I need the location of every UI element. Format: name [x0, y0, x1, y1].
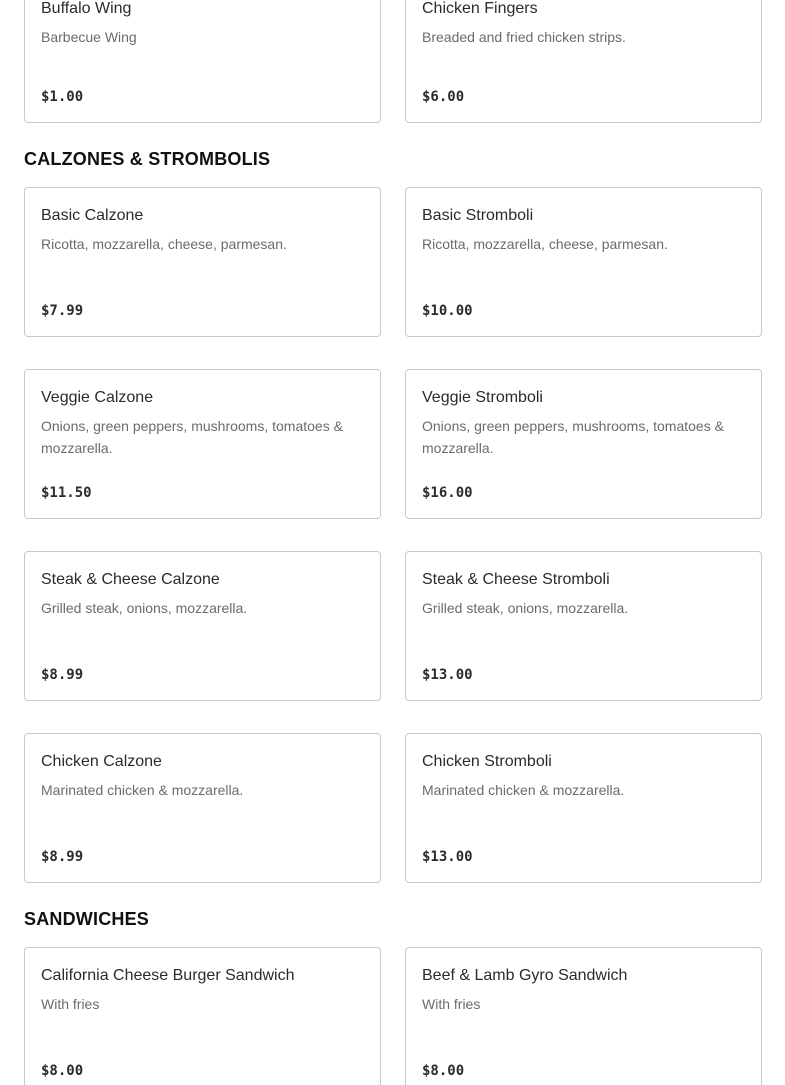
menu-item-name: Veggie Stromboli: [422, 389, 543, 406]
menu-item-name: Steak & Cheese Calzone: [41, 571, 220, 588]
menu-item-description: Barbecue Wing: [41, 29, 137, 45]
section-title-calzones-strombolis: CALZONES & STROMBOLIS: [24, 149, 271, 169]
menu-item-description: Ricotta, mozzarella, cheese, parmesan.: [422, 236, 668, 252]
menu-item-description: Marinated chicken & mozzarella.: [422, 782, 625, 798]
menu-item-name: Veggie Calzone: [41, 389, 154, 406]
menu-item-card[interactable]: [24, 551, 381, 701]
section-title-sandwiches: SANDWICHES: [24, 909, 150, 929]
menu-item-price: $8.99: [41, 849, 84, 865]
menu-item-price: $6.00: [422, 89, 465, 105]
menu-item-card[interactable]: [405, 0, 762, 123]
menu-item-price: $10.00: [422, 303, 473, 319]
menu-item-card[interactable]: [405, 551, 762, 701]
menu-item-description: Grilled steak, onions, mozzarella.: [41, 600, 248, 616]
menu-item-name: Basic Stromboli: [422, 207, 534, 224]
menu-item-description: Ricotta, mozzarella, cheese, parmesan.: [41, 236, 287, 252]
menu-item-card[interactable]: [405, 733, 762, 883]
menu-item-price: $8.00: [41, 1063, 84, 1079]
menu-item-description: Onions, green peppers, mushrooms, tomatoes & mozzarella.: [41, 418, 343, 456]
menu-item-price: $16.00: [422, 485, 473, 501]
menu-item-name: Basic Calzone: [41, 207, 144, 224]
menu-item-description: With fries: [422, 996, 481, 1012]
menu-item-name: Chicken Stromboli: [422, 753, 552, 770]
menu-item-description: Onions, green peppers, mushrooms, tomatoes & mozzarella.: [422, 418, 724, 456]
menu-item-card[interactable]: [24, 733, 381, 883]
menu-item-price: $13.00: [422, 667, 473, 683]
menu-item-name: Steak & Cheese Stromboli: [422, 571, 610, 588]
menu-item-name: California Cheese Burger Sandwich: [41, 967, 295, 984]
menu-item-description: Grilled steak, onions, mozzarella.: [422, 600, 629, 616]
menu-item-price: $1.00: [41, 89, 84, 105]
menu-item-card[interactable]: [24, 0, 381, 123]
menu-item-price: $8.99: [41, 667, 84, 683]
menu-item-price: $7.99: [41, 303, 84, 319]
menu-item-description: With fries: [41, 996, 100, 1012]
menu-item-price: $11.50: [41, 485, 92, 501]
menu-item-card[interactable]: [405, 947, 762, 1085]
menu-item-description: Marinated chicken & mozzarella.: [41, 782, 244, 798]
menu-item-card[interactable]: [405, 187, 762, 337]
menu-item-name: Chicken Fingers: [422, 0, 538, 17]
menu-item-description: Breaded and fried chicken strips.: [422, 29, 626, 45]
menu-item-name: Buffalo Wing: [41, 0, 132, 17]
menu-item-price: $8.00: [422, 1063, 465, 1079]
menu-item-name: Beef & Lamb Gyro Sandwich: [422, 967, 628, 984]
menu-item-card[interactable]: [405, 369, 762, 519]
menu-item-card[interactable]: [24, 947, 381, 1085]
menu-item-price: $13.00: [422, 849, 473, 865]
menu-item-card[interactable]: [24, 187, 381, 337]
menu-item-name: Chicken Calzone: [41, 753, 162, 770]
menu-item-card[interactable]: [24, 369, 381, 519]
